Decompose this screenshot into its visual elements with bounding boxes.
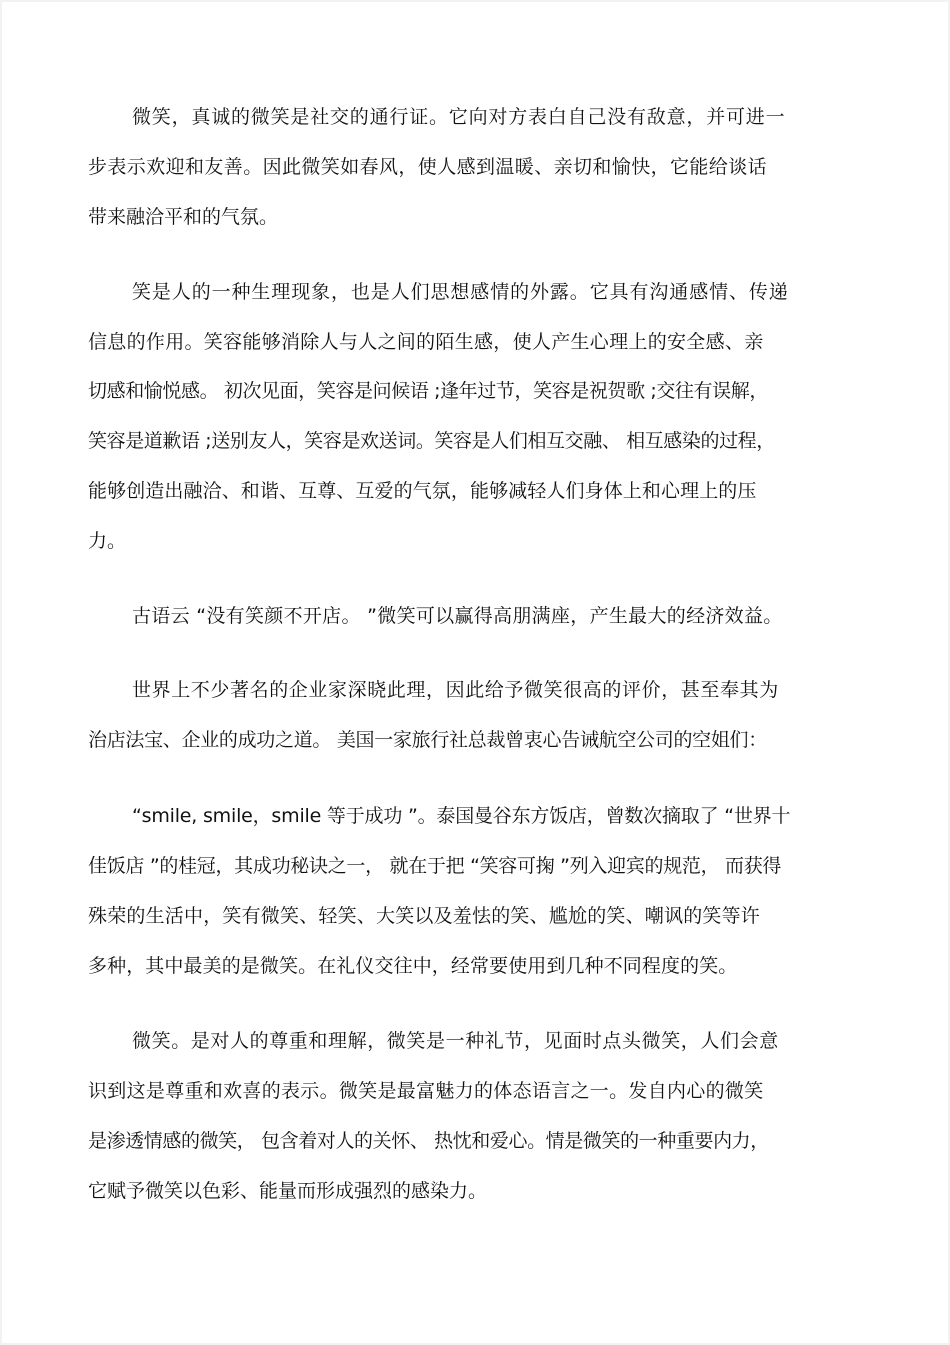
- document-page: [2, 2, 948, 1343]
- text-line: 带来融洽平和的气氛。: [88, 206, 279, 228]
- text-line: 步表示欢迎和友善。因此微笑如春风，使人感到温暖、亲切和愉快，它能给谈话: [88, 156, 768, 178]
- text-line: 笑是人的一种生理现象，也是人们思想感情的外露。它具有沟通感情、传递: [132, 281, 789, 303]
- text-line: “smile, smile，smile 等于成功 ”。泰国曼谷东方饭店，曾数次摘取了 “世界十: [132, 805, 791, 827]
- text-line: 治店法宝、企业的成功之道。 美国一家旅行社总裁曾衷心告诫航空公司的空姐们：: [88, 729, 767, 751]
- text-line: 力。: [88, 530, 127, 552]
- text-line: 能够创造出融洽、和谐、互尊、互爱的气氛，能够减轻人们身体上和心理上的压: [88, 480, 757, 502]
- text-line: 切感和愉悦感。 初次见面，笑容是问候语 ;逢年过节，笑容是祝贺歌 ;交往有误解，: [88, 380, 768, 402]
- text-line: 笑容是道歉语 ;送别友人，笑容是欢送词。笑容是人们相互交融、 相互感染的过程，: [88, 430, 775, 452]
- text-line: 佳饭店 ”的桂冠，其成功秘诀之一， 就在于把 “笑容可掬 ”列入迎宾的规范， 而获得: [88, 855, 782, 877]
- text-line: 世界上不少著名的企业家深晓此理，因此给予微笑很高的评价，甚至奉其为: [132, 679, 779, 701]
- text-line: 微笑。是对人的尊重和理解，微笑是一种礼节，见面时点头微笑，人们会意: [132, 1030, 779, 1052]
- text-line: 殊荣的生活中，笑有微笑、轻笑、大笑以及羞怯的笑、尴尬的笑、嘲讽的笑等许: [88, 905, 761, 927]
- text-line: 它赋予微笑以色彩、能量而形成强烈的感染力。: [88, 1180, 488, 1202]
- text-line: 多种，其中最美的是微笑。在礼仪交往中，经常要使用到几种不同程度的笑。: [88, 955, 738, 977]
- text-line: 是渗透情感的微笑， 包含着对人的关怀、 热忱和爱心。情是微笑的一种重要内力，: [88, 1130, 769, 1152]
- text-line: 古语云 “没有笑颜不开店。 ”微笑可以赢得高朋满座，产生最大的经济效益。: [132, 605, 783, 627]
- text-line: 信息的作用。笑容能够消除人与人之间的陌生感，使人产生心理上的安全感、亲: [88, 331, 764, 353]
- text-line: 识到这是尊重和欢喜的表示。微笑是最富魅力的体态语言之一。发自内心的微笑: [88, 1080, 764, 1102]
- text-line: 微笑，真诚的微笑是社交的通行证。它向对方表白自己没有敌意，并可进一: [132, 106, 786, 128]
